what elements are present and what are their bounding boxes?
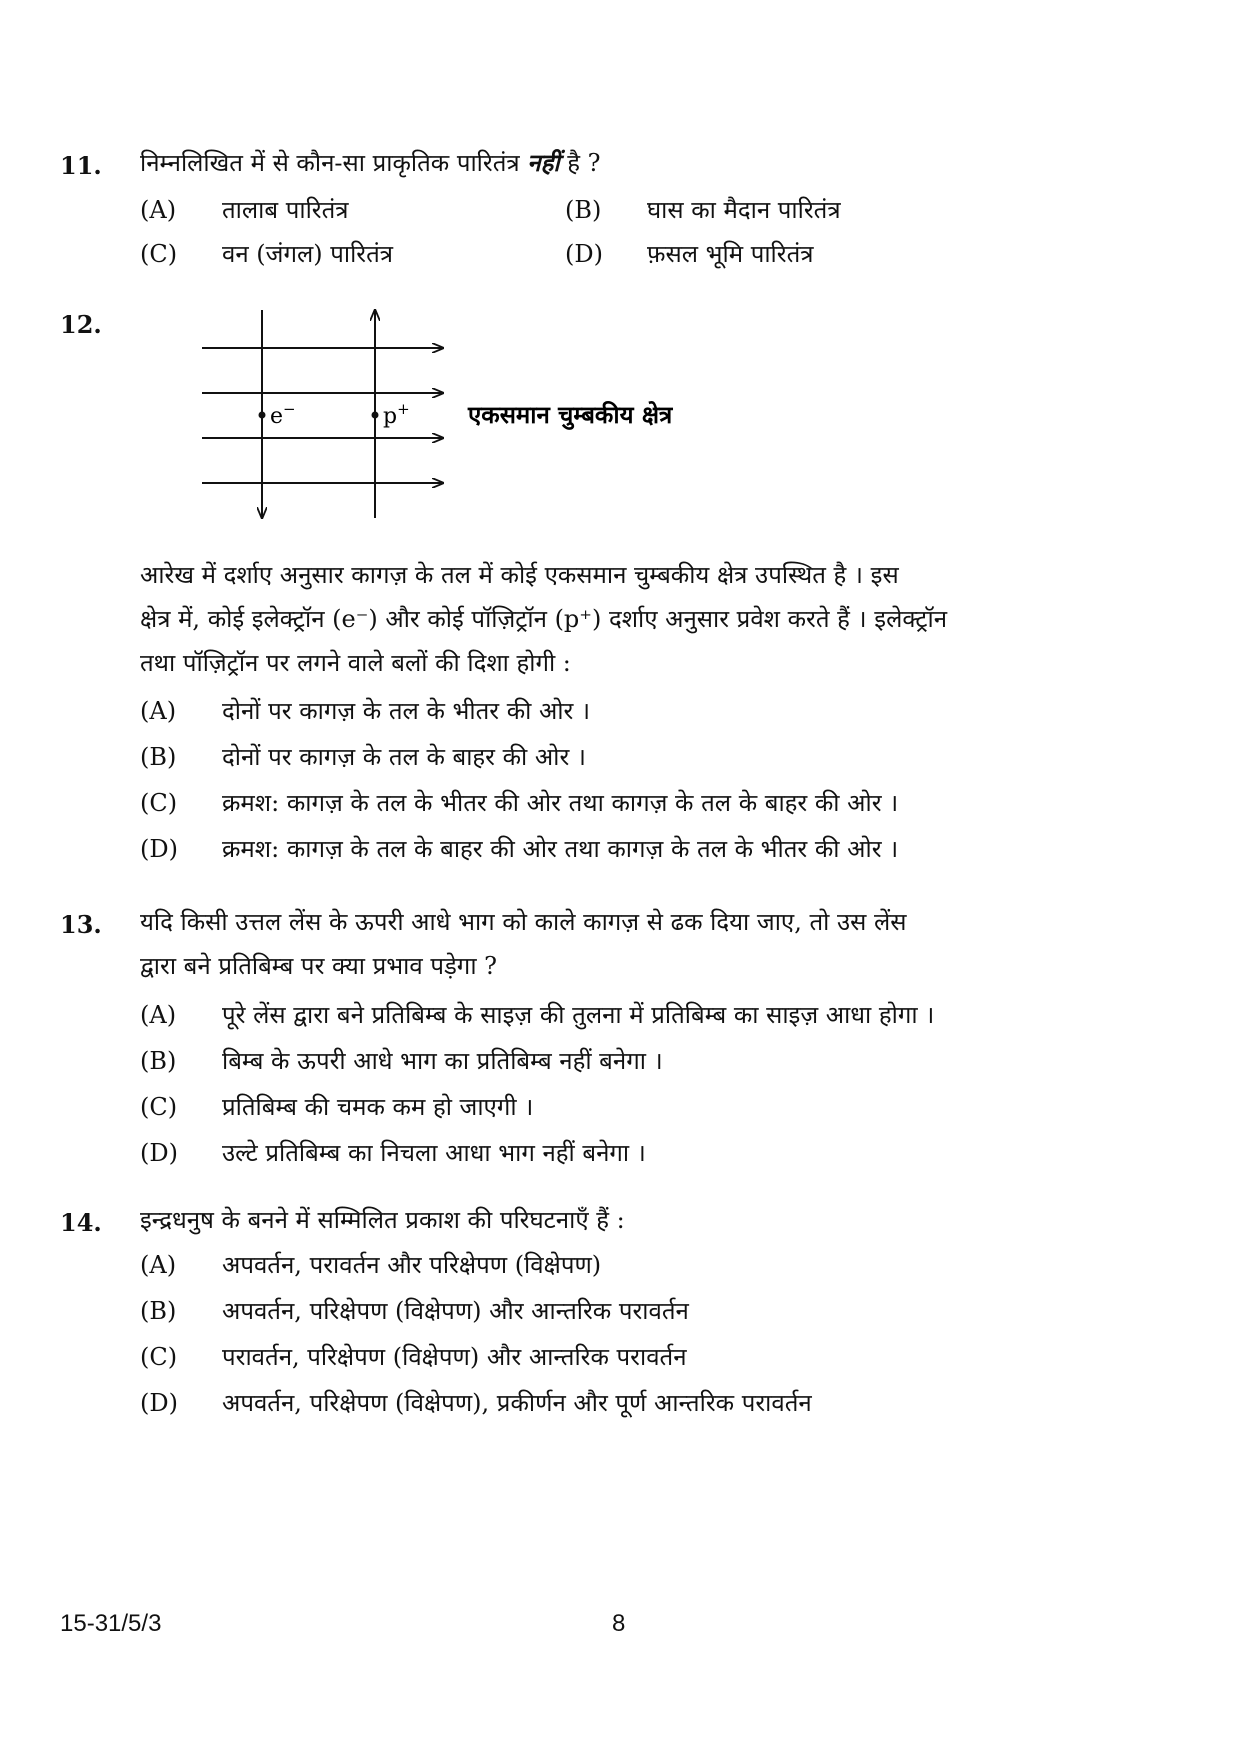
field-label: एकसमान चुम्बकीय क्षेत्र <box>468 400 673 429</box>
page-number: 8 <box>612 1610 626 1637</box>
question-text: निम्नलिखित में से कौन-सा प्राकृतिक पारितंत्र नहीं है ? <box>140 148 601 177</box>
question-text: आरेख में दर्शाए अनुसार कागज़ के तल में कोई एकसमान चुम्बकीय क्षेत्र उपस्थित है । इस क्षेत्र में, कोई इलेक्ट्रॉन (e⁻) और कोई पॉज़िट्रॉन (p⁺) दर्शाए अनुसार प्रवेश करते हैं । इलेक्ट्रॉन तथा पॉज़िट्रॉन पर लगने वाले बलों की दिशा होगी : <box>140 561 948 677</box>
question-13 <box>60 900 1180 1170</box>
option-d: (D) क्रमश: कागज़ के तल के बाहर की ओर तथा कागज़ के तल के भीतर की ओर । <box>140 835 899 863</box>
option-b: (B) दोनों पर कागज़ के तल के बाहर की ओर । <box>140 743 586 771</box>
electron-dot <box>259 412 266 419</box>
option-c: (C) परावर्तन, परिक्षेपण (विक्षेपण) और आन्तरिक परावर्तन <box>140 1343 687 1371</box>
paper-code: 15-31/5/3 <box>60 1610 162 1637</box>
option-d: (D) फ़सल भूमि पारितंत्र <box>565 240 814 268</box>
emphasis-word: नहीं <box>527 148 560 177</box>
option-b: (B) अपवर्तन, परिक्षेपण (विक्षेपण) और आन्तरिक परावर्तन <box>140 1297 689 1325</box>
question-text: इन्द्रधनुष के बनने में सम्मिलित प्रकाश की परिघटनाएँ हैं : <box>140 1206 625 1234</box>
option-b: (B) बिम्ब के ऊपरी आधे भाग का प्रतिबिम्ब नहीं बनेगा । <box>140 1047 663 1075</box>
question-number: 12. <box>60 310 102 339</box>
question-14 <box>60 1198 1180 1428</box>
option-a: (A) दोनों पर कागज़ के तल के भीतर की ओर । <box>140 697 591 725</box>
question-12 <box>60 310 1180 870</box>
option-b: (B) घास का मैदान पारितंत्र <box>565 196 841 224</box>
positron-label: p+ <box>383 400 410 429</box>
option-d: (D) उल्टे प्रतिबिम्ब का निचला आधा भाग नहीं बनेगा । <box>140 1139 646 1167</box>
magnetic-field-diagram <box>200 305 860 535</box>
question-text: यदि किसी उत्तल लेंस के ऊपरी आधे भाग को काले कागज़ से ढक दिया जाए, तो उस लेंस द्वारा बने प्रतिबिम्ब पर क्या प्रभाव पड़ेगा ? <box>140 908 907 980</box>
option-c: (C) वन (जंगल) पारितंत्र <box>140 240 394 268</box>
option-a: (A) तालाब पारितंत्र <box>140 196 349 224</box>
question-number: 11. <box>60 151 102 180</box>
question-number: 14. <box>60 1208 102 1237</box>
option-c: (C) क्रमश: कागज़ के तल के भीतर की ओर तथा कागज़ के तल के बाहर की ओर । <box>140 789 899 817</box>
option-a: (A) अपवर्तन, परावर्तन और परिक्षेपण (विक्षेपण) <box>140 1251 602 1279</box>
question-11 <box>60 145 1180 295</box>
positron-dot <box>372 412 379 419</box>
question-number: 13. <box>60 910 102 939</box>
option-d: (D) अपवर्तन, परिक्षेपण (विक्षेपण), प्रकीर्णन और पूर्ण आन्तरिक परावर्तन <box>140 1389 812 1417</box>
option-a: (A) पूरे लेंस द्वारा बने प्रतिबिम्ब के साइज़ की तुलना में प्रतिबिम्ब का साइज़ आधा होगा । <box>140 1001 935 1029</box>
electron-label: e− <box>270 400 296 429</box>
option-c: (C) प्रतिबिम्ब की चमक कम हो जाएगी । <box>140 1093 534 1121</box>
